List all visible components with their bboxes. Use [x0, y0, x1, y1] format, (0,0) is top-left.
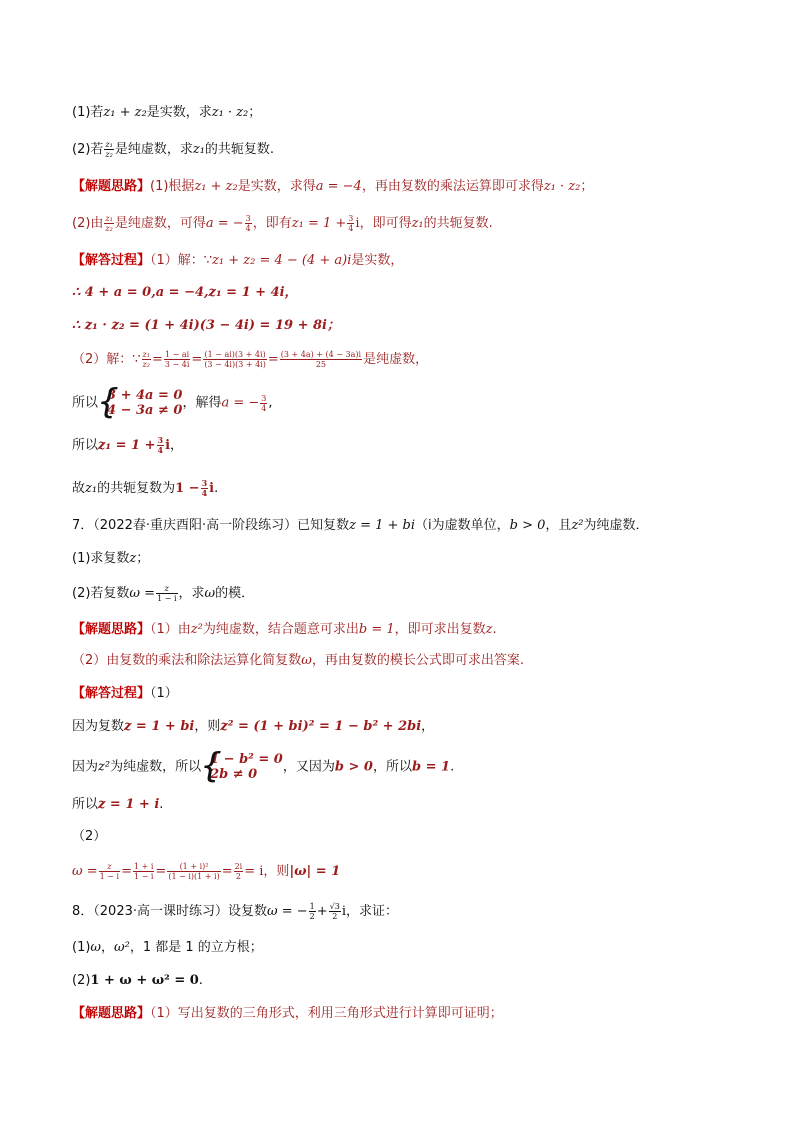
solution-6-step-6: 所以z₁ = 1 + $\frac{3}{4}$ i， — [72, 435, 184, 455]
problem-8-part-1: (1)ω，ω²，1 都是 1 的立方根； — [72, 940, 263, 955]
problem-7-part-2: (2)若复数ω = $\frac{z}{1 - i}$ ，求ω的模． — [72, 584, 255, 603]
solution-6-idea-1: 【解题思路】(1)根据z₁ + z₂是实数，求得a = −4，再由复数的乘法运算即可求得z₁ · z₂； — [72, 179, 594, 194]
equation-system: { 3 + 4a = 0 4 − 3a ≠ 0 — [98, 388, 182, 418]
solution-7-process-1: 【解答过程】（1） — [72, 686, 178, 701]
solution-7-idea-1: 【解题思路】（1）由z²为纯虚数，结合题意可求出b = 1，即可求出复数z. — [72, 622, 497, 637]
problem-8-heading: 8．（2023·高一课时练习）设复数ω = − $\frac{1}{2}$ + $\frac{√3}{2}$ i，求证： — [72, 902, 399, 921]
problem-6-part-2: (2)若 $\frac{\text{z₁}}{\text{z₂}}$ 是纯虚数，求z₁的共轭复数. — [72, 140, 275, 159]
solution-6-step-7: 故z₁的共轭复数为1 − $\frac{3}{4}$ i. — [72, 478, 219, 498]
solution-6-idea-2: (2)由 $\frac{\text{z₁}}{\text{z₂}}$ 是纯虚数，可得a = − $\frac{3}{4}$ ，即有z₁ = 1 + $\frac{3}{4}$ i，即可得z₁的共轭复数. — [72, 214, 493, 233]
equation-system: { 1 − b² = 0 2b ≠ 0 — [201, 752, 283, 782]
problem-7-part-1: (1)求复数z； — [72, 551, 150, 566]
solution-7-step-4: （2） — [72, 829, 107, 844]
solution-6-process-1: 【解答过程】（1）解：∵z₁ + z₂ = 4 − (4 + a)i是实数， — [72, 253, 404, 268]
solution-6-step-5: 所以 { 3 + 4a = 0 4 − 3a ≠ 0 ，解得a = − $\frac{3}{4}$ , — [72, 388, 734, 418]
solution-7-step-1: 因为复数z = 1 + bi，则z² = (1 + bi)² = 1 − b² + 2bi， — [72, 719, 435, 734]
fraction: $\frac{\text{z₁}}{\text{z₂}}$ — [105, 140, 113, 159]
problem-6-part-1: (1)若z₁ + z₂是实数，求z₁ · z₂； — [72, 105, 262, 120]
problem-8-part-2: (2)1 + ω + ω² = 0. — [72, 973, 203, 988]
problem-7-heading: 7．（2022春·重庆酉阳·高一阶段练习）已知复数z = 1 + bi（i为虚数单位，b > 0，且z²为纯虚数． — [72, 518, 649, 533]
solution-7-step-2: 因为z²为纯虚数，所以 { 1 − b² = 0 2b ≠ 0 ，又因为b > 0，所以b = 1. — [72, 752, 734, 782]
solution-7-step-3: 所以z = 1 + i. — [72, 797, 164, 812]
solution-8-idea-1: 【解题思路】（1）写出复数的三角形式，利用三角形式进行计算即可证明； — [72, 1006, 503, 1021]
solution-6-step-2: ∴ 4 + a = 0,a = −4,z₁ = 1 + 4i， — [72, 285, 298, 300]
solution-7-step-5: ω = $\frac{z}{1 - i}$ = $\frac{1 + i}{1 - i}$ = $\frac{\text{(1 + i)²}}{(1 - i)(1 + i)}$ = $\frac{2i}{2}$ = i，则|ω| = 1 — [72, 862, 341, 881]
solution-6-step-4: （2）解：∵ $\frac{\text{z₁}}{\text{z₂}}$ = $\frac{1 - ai}{3 - 4i}$ = $\frac{(1 - ai)(3 + 4i)}{(3 - 4i)(3 + 4i)}$ = $\frac{(3 + 4a) + (4 - 3a)i}{25}$ 是纯虚数， — [72, 350, 429, 369]
solution-7-idea-2: （2）由复数的乘法和除法运算化简复数ω，再由复数的模长公式即可求出答案. — [72, 653, 525, 668]
solution-6-step-3: ∴ z₁ · z₂ = (1 + 4i)(3 − 4i) = 19 + 8i； — [72, 318, 340, 333]
